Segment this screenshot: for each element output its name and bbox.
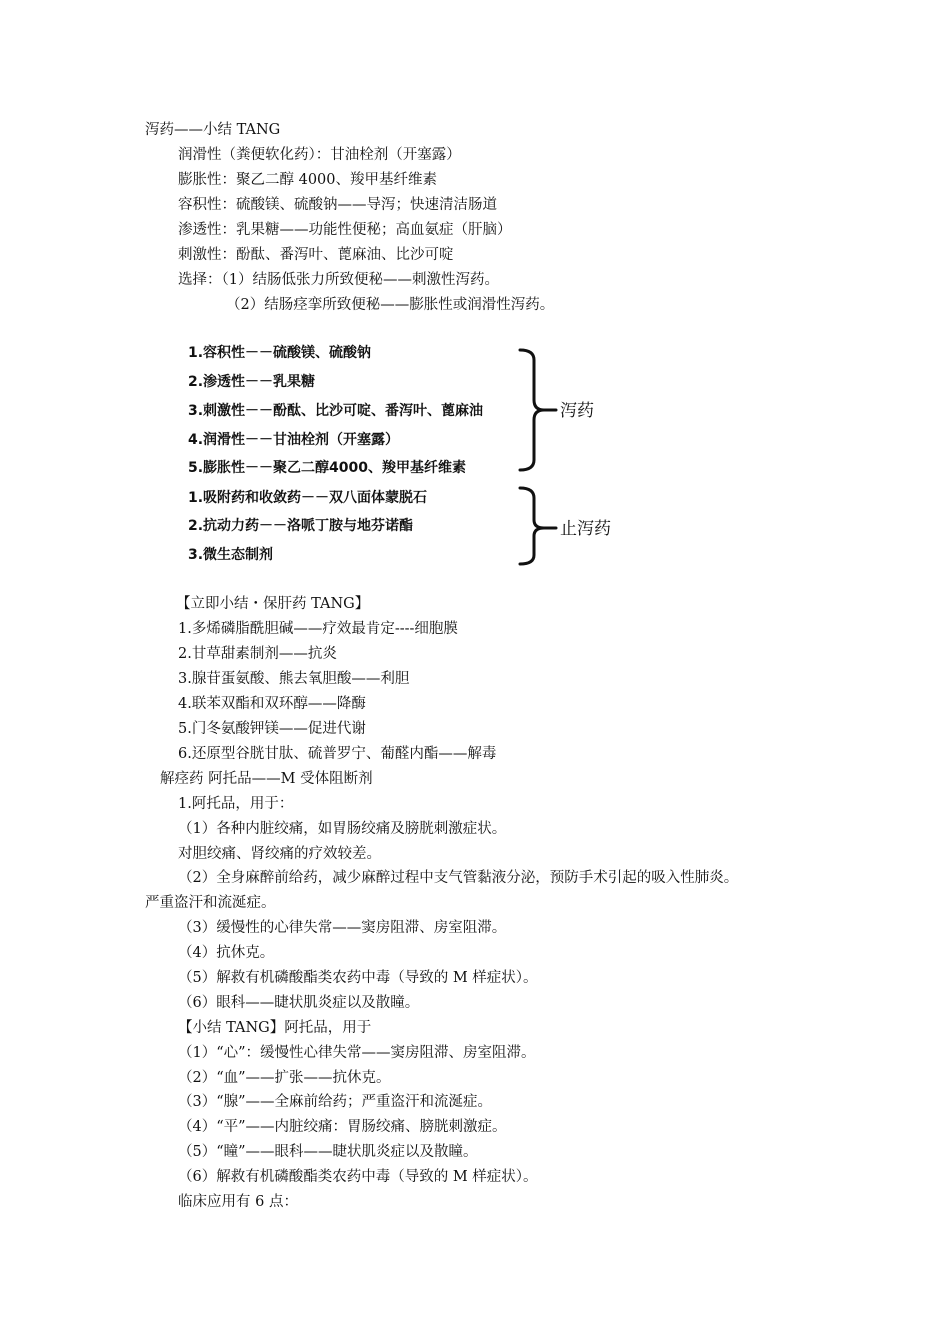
section-title-atropine: 解痉药 阿托品——M 受体阻断剂 bbox=[160, 771, 373, 787]
laxative-line-volume: 容积性：硫酸镁、硫酸钠——导泻；快速清洁肠道 bbox=[178, 197, 497, 213]
atropine-line-9: （6）眼科——睫状肌炎症以及散瞳。 bbox=[178, 995, 420, 1011]
section-title-laxatives: 泻药——小结 TANG bbox=[145, 122, 281, 138]
atropine-summary-5: （5）“瞳”——眼科——睫状肌炎症以及散瞳。 bbox=[178, 1144, 478, 1160]
atropine-summary-title: 【小结 TANG】阿托品，用于 bbox=[178, 1020, 372, 1036]
antidiarrheal-class-2: 2.抗动力药－－洛哌丁胺与地芬诺酯 bbox=[188, 518, 414, 534]
atropine-summary-6: （6）解救有机磷酸酯类农药中毒（导致的 M 样症状）。 bbox=[178, 1169, 538, 1185]
antidiarrheal-class-1: 1.吸附药和收敛药－－双八面体蒙脱石 bbox=[188, 490, 428, 506]
laxative-group-label: 泻药 bbox=[560, 401, 594, 421]
classification-figure bbox=[180, 340, 640, 572]
section-title-liver: 【立即小结・保肝药 TANG】 bbox=[176, 596, 370, 612]
atropine-line-8: （5）解救有机磷酸酯类农药中毒（导致的 M 样症状）。 bbox=[178, 970, 538, 986]
liver-line-3: 3.腺苷蛋氨酸、熊去氧胆酸——利胆 bbox=[178, 671, 410, 687]
liver-line-5: 5.门冬氨酸钾镁——促进代谢 bbox=[178, 721, 366, 737]
atropine-line-2: （1）各种内脏绞痛，如胃肠绞痛及膀胱刺激症状。 bbox=[178, 821, 507, 837]
antidiarrheal-brace bbox=[520, 488, 544, 564]
atropine-line-7: （4）抗休克。 bbox=[178, 945, 275, 961]
laxative-selection-2: （2）结肠痉挛所致便秘——膨胀性或润滑性泻药。 bbox=[226, 297, 555, 313]
liver-line-2: 2.甘草甜素制剂——抗炎 bbox=[178, 646, 337, 662]
atropine-line-6: （3）缓慢性的心律失常——窦房阻滞、房室阻滞。 bbox=[178, 920, 507, 936]
laxative-line-bulk: 膨胀性：聚乙二醇 4000、羧甲基纤维素 bbox=[178, 172, 438, 188]
antidiarrheal-class-3: 3.微生态制剂 bbox=[188, 547, 274, 563]
laxative-selection-1: 选择：（1）结肠低张力所致便秘——刺激性泻药。 bbox=[178, 272, 499, 288]
laxative-brace bbox=[520, 350, 544, 470]
atropine-summary-2: （2）“血”——扩张——抗休克。 bbox=[178, 1070, 391, 1086]
antidiarrheal-group-label: 止泻药 bbox=[560, 519, 611, 539]
atropine-line-5: 严重盗汗和流涎症。 bbox=[145, 895, 276, 911]
atropine-line-3: 对胆绞痛、肾绞痛的疗效较差。 bbox=[178, 846, 381, 862]
laxative-class-2: 2.渗透性－－乳果糖 bbox=[188, 374, 316, 390]
liver-line-6: 6.还原型谷胱甘肽、硫普罗宁、葡醛内酯——解毒 bbox=[178, 746, 497, 762]
atropine-summary-3: （3）“腺”——全麻前给药；严重盗汗和流涎症。 bbox=[178, 1094, 493, 1110]
liver-line-4: 4.联苯双酯和双环醇——降酶 bbox=[178, 696, 366, 712]
atropine-summary-4: （4）“平”——内脏绞痛：胃肠绞痛、膀胱刺激症。 bbox=[178, 1119, 507, 1135]
laxative-class-5: 5.膨胀性－－聚乙二醇4000、羧甲基纤维素 bbox=[188, 460, 467, 476]
atropine-line-1: 1.阿托品，用于： bbox=[178, 796, 294, 812]
atropine-summary-1: （1）“心”：缓慢性心律失常——窦房阻滞、房室阻滞。 bbox=[178, 1045, 536, 1061]
laxative-class-1: 1.容积性－－硫酸镁、硫酸钠 bbox=[188, 345, 372, 361]
laxative-line-stimulant: 刺激性：酚酞、番泻叶、蓖麻油、比沙可啶 bbox=[178, 247, 454, 263]
laxative-class-4: 4.润滑性－－甘油栓剂（开塞露） bbox=[188, 432, 400, 448]
atropine-line-4: （2）全身麻醉前给药，减少麻醉过程中支气管黏液分泌，预防手术引起的吸入性肺炎。 bbox=[178, 870, 739, 886]
laxative-line-osmotic: 渗透性：乳果糖——功能性便秘；高血氨症（肝脑） bbox=[178, 222, 512, 238]
laxative-class-3: 3.刺激性－－酚酞、比沙可啶、番泻叶、蓖麻油 bbox=[188, 403, 484, 419]
laxative-line-lubricant: 润滑性（粪便软化药）：甘油栓剂（开塞露） bbox=[178, 147, 461, 163]
atropine-clinical-note: 临床应用有 6 点： bbox=[178, 1194, 298, 1210]
liver-line-1: 1.多烯磷脂酰胆碱——疗效最肯定----细胞膜 bbox=[178, 621, 458, 637]
